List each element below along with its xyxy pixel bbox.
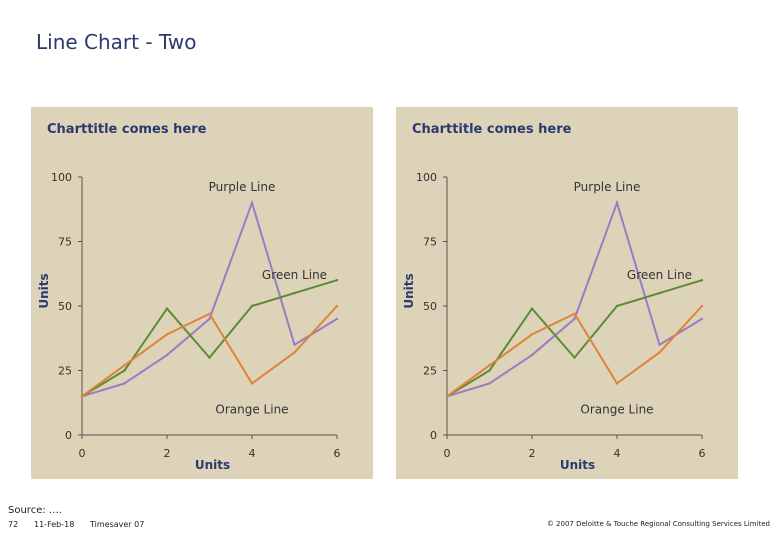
line-chart-left	[31, 107, 373, 479]
series-point-green-line	[336, 279, 338, 281]
footer-page-number: 72	[8, 520, 19, 529]
chart-panel-right	[396, 107, 738, 479]
y-tick-label: 50	[423, 300, 437, 313]
x-tick-label: 4	[613, 447, 621, 460]
series-point-purple-line	[531, 354, 533, 356]
series-point-green-line	[531, 307, 533, 309]
series-point-green-line	[573, 356, 575, 358]
series-point-orange-line	[616, 382, 618, 384]
series-point-purple-line	[208, 318, 210, 320]
series-point-green-line	[208, 356, 210, 358]
y-tick-label: 25	[423, 364, 437, 378]
series-point-orange-line	[208, 313, 210, 315]
series-point-purple-line	[336, 318, 338, 320]
series-point-green-line	[251, 305, 253, 307]
series-point-purple-line	[293, 344, 295, 346]
series-point-green-line	[166, 307, 168, 309]
series-point-orange-line	[701, 305, 703, 307]
series-point-green-line	[123, 369, 125, 371]
x-tick-label: 4	[248, 447, 256, 460]
x-tick-label: 2	[163, 447, 171, 460]
series-line-green-line	[447, 280, 702, 396]
series-point-green-line	[658, 292, 660, 294]
y-tick-label: 0	[430, 429, 437, 442]
series-label-green-line: Green Line	[626, 268, 693, 283]
series-point-orange-line	[81, 395, 83, 397]
series-point-green-line	[293, 292, 295, 294]
page-title: Line Chart - Two	[36, 30, 197, 54]
y-tick-label: 50	[58, 300, 72, 313]
series-point-purple-line	[658, 344, 660, 346]
series-point-orange-line	[488, 364, 490, 366]
series-point-orange-line	[251, 382, 253, 384]
series-point-orange-line	[123, 364, 125, 366]
series-point-green-line	[488, 369, 490, 371]
series-line-green-line	[82, 280, 337, 396]
y-axis-label: Units	[37, 273, 51, 309]
series-point-purple-line	[616, 202, 618, 204]
series-point-orange-line	[531, 333, 533, 335]
series-point-purple-line	[701, 318, 703, 320]
source-note: Source: ….	[8, 505, 63, 516]
y-tick-label: 0	[65, 429, 72, 442]
x-axis-label: Units	[559, 458, 596, 472]
x-tick-label: 0	[443, 447, 451, 460]
series-point-orange-line	[658, 351, 660, 353]
footer-label: Timesaver 07	[90, 520, 145, 529]
x-tick-label: 2	[528, 447, 536, 460]
y-tick-label: 25	[58, 364, 72, 378]
series-label-purple-line: Purple Line	[573, 179, 641, 194]
series-label-green-line: Green Line	[261, 268, 328, 283]
series-point-orange-line	[573, 313, 575, 315]
footer-copyright: © 2007 Deloitte & Touche Regional Consulting Services Limited	[546, 520, 770, 528]
series-point-orange-line	[446, 395, 448, 397]
series-point-purple-line	[488, 382, 490, 384]
x-axis-label: Units	[194, 458, 231, 472]
series-point-purple-line	[573, 318, 575, 320]
y-tick-label: 100	[416, 171, 437, 184]
y-tick-label: 75	[58, 235, 72, 249]
series-label-purple-line: Purple Line	[208, 179, 276, 194]
series-point-orange-line	[293, 351, 295, 353]
chart-title: Charttitle comes here	[412, 122, 572, 137]
x-tick-label: 6	[333, 447, 341, 460]
series-label-orange-line: Orange Line	[580, 402, 654, 417]
x-tick-label: 6	[698, 447, 706, 460]
series-point-green-line	[616, 305, 618, 307]
series-point-purple-line	[123, 382, 125, 384]
footer-date: 11-Feb-18	[34, 520, 75, 529]
chart-title: Charttitle comes here	[47, 122, 207, 137]
series-point-purple-line	[251, 202, 253, 204]
y-tick-label: 75	[423, 235, 437, 249]
series-label-orange-line: Orange Line	[215, 402, 289, 417]
series-point-green-line	[701, 279, 703, 281]
y-axis-label: Units	[402, 273, 416, 309]
series-point-orange-line	[336, 305, 338, 307]
series-point-purple-line	[166, 354, 168, 356]
y-tick-label: 100	[51, 171, 72, 184]
series-point-orange-line	[166, 333, 168, 335]
line-chart-right	[396, 107, 738, 479]
chart-panel-left	[31, 107, 373, 479]
x-tick-label: 0	[78, 447, 86, 460]
